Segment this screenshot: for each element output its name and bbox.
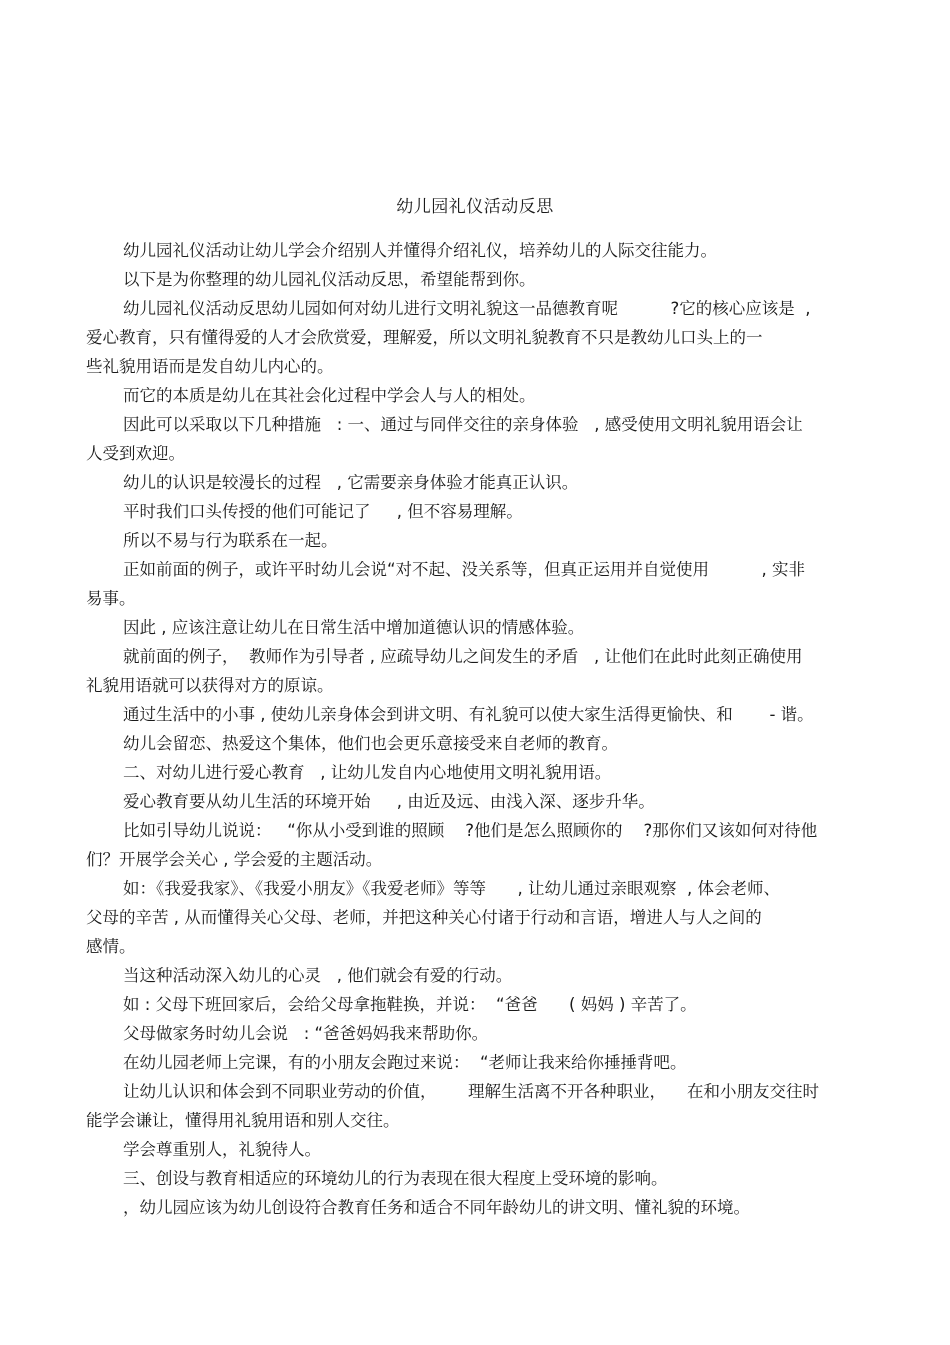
text-line: 三、创设与教育相适应的环境幼儿的行为表现在很大程度上受环境的影响。 [123,1169,668,1188]
text-line: 所以不易与行为联系在一起。 [123,531,338,550]
text-line: 能学会谦让，懂得用礼貌用语和别人交往。 [86,1111,400,1130]
text-line: 爱心教育要从幼儿生活的环境开始 , 由近及远、由浅入深、逐步升华。 [123,792,655,811]
text-line: 如 : 父母下班回家后，会给父母拿拖鞋换，并说： “爸爸 ( 妈妈 ) 辛苦了。 [123,995,697,1014]
text-line: 们？开展学会关心 , 学会爱的主题活动。 [86,850,383,869]
text-line: ，幼儿园应该为幼儿创设符合教育任务和适合不同年龄幼儿的讲文明、懂礼貌的环境。 [123,1198,750,1217]
text-line: 而它的本质是幼儿在其社会化过程中学会人与人的相处。 [123,386,536,405]
text-line: 因此可以采取以下几种措施 : 一、通过与同伴交往的亲身体验 , 感受使用文明礼貌用语会让 [123,415,803,434]
text-line: 学会尊重别人，礼貌待人。 [123,1140,321,1159]
text-line: 幼儿园礼仪活动反思幼儿园如何对幼儿进行文明礼貌这一品德教育呢 ?它的核心应该是 , [123,299,811,318]
text-line: 幼儿会留恋、热爱这个集体，他们也会更乐意接受来自老师的教育。 [123,734,618,753]
text-line: 二、对幼儿进行爱心教育 , 让幼儿发自内心地使用文明礼貌用语。 [123,763,612,782]
text-line: 平时我们口头传授的他们可能记了 , 但不容易理解。 [123,502,523,521]
document-body [86,236,866,1222]
document-title: 幼儿园礼仪活动反思 [396,197,554,217]
text-line: 易事。 [86,589,136,608]
text-line: 让幼儿认识和体会到不同职业劳动的价值， 理解生活离不开各种职业， 在和小朋友交往时 [123,1082,819,1101]
text-line: 在幼儿园老师上完课，有的小朋友会跑过来说： “老师让我来给你捶捶背吧。 [123,1053,687,1072]
text-line: 些礼貌用语而是发自幼儿内心的。 [86,357,334,376]
text-line: 因此 , 应该注意让幼儿在日常生活中增加道德认识的情感体验。 [123,618,585,637]
text-line: 父母做家务时幼儿会说 : “爸爸妈妈我来帮助你。 [123,1024,489,1043]
text-line: 幼儿园礼仪活动让幼儿学会介绍别人并懂得介绍礼仪，培养幼儿的人际交往能力。 [123,241,717,260]
text-line: 感情。 [86,937,136,956]
text-line: 爱心教育，只有懂得爱的人才会欣赏爱，理解爱，所以文明礼貌教育不只是教幼儿口头上的一 [86,328,763,347]
text-line: 如：《我爱我家》、《我爱小朋友》《我爱老师》等等 , 让幼儿通过亲眼观察 , 体会老师、 [123,879,780,898]
text-line: 父母的辛苦 , 从而懂得关心父母、老师，并把这种关心付诸于行动和言语，增进人与人之间的 [86,908,762,927]
text-line: 当这种活动深入幼儿的心灵 , 他们就会有爱的行动。 [123,966,513,985]
text-line: 比如引导幼儿说说： “你从小受到谁的照顾 ?他们是怎么照顾你的 ?那你们又该如何对待他 [123,821,818,840]
text-line: 礼貌用语就可以获得对方的原谅。 [86,676,334,695]
text-line: 以下是为你整理的幼儿园礼仪活动反思，希望能帮到你。 [123,270,536,289]
text-line: 正如前面的例子，或许平时幼儿会说“对不起、没关系等，但真正运用并自觉使用 , 实非 [123,560,805,579]
text-line: 人受到欢迎。 [86,444,185,463]
text-line: 就前面的例子， 教师作为引导者 , 应疏导幼儿之间发生的矛盾 , 让他们在此时此刻正确使用 [123,647,803,666]
text-line: 幼儿的认识是较漫长的过程 , 它需要亲身体验才能真正认识。 [123,473,579,492]
text-line: 通过生活中的小事 , 使幼儿亲身体会到讲文明、有礼貌可以使大家生活得更愉快、和 - 谐。 [123,705,814,724]
